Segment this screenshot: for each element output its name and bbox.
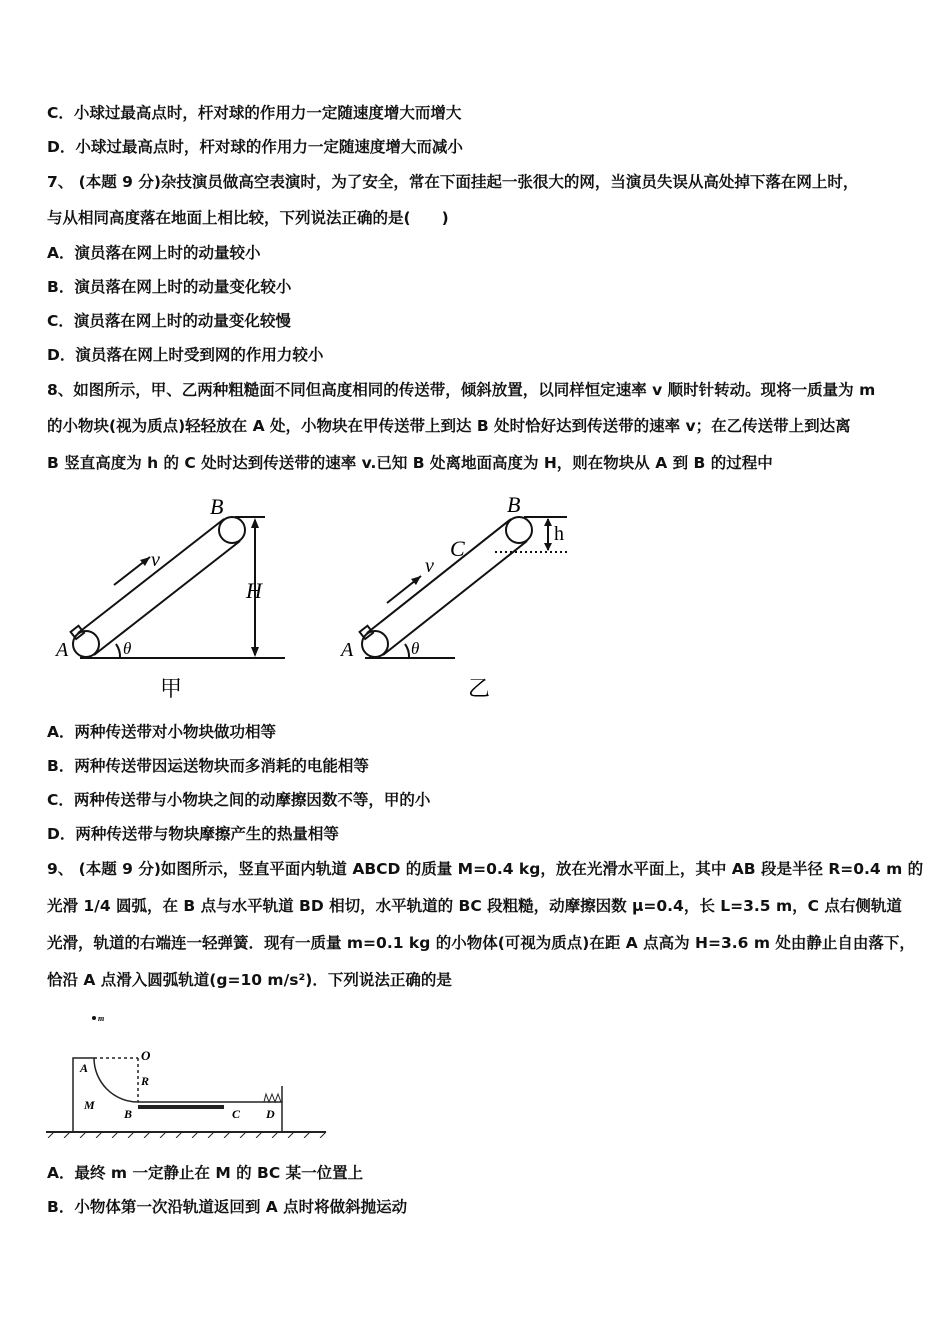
label-C: C (450, 536, 465, 561)
angle-arc (116, 644, 120, 658)
label-B: B (507, 492, 521, 517)
label-H: H (246, 578, 262, 603)
q7-option-a: A．演员落在网上时的动量较小 (47, 244, 261, 262)
label-jia: 甲 (160, 676, 183, 701)
q7-stem-line1: 7、 (本题 9 分)杂技演员做高空表演时，为了安全，常在下面挂起一张很大的网，当演员失误从高处掉下落在网上时， (47, 173, 859, 191)
q7-stem-line2: 与从相同高度落在地面上相比较，下列说法正确的是( ) (47, 209, 449, 227)
q8-figure-jia (50, 490, 290, 705)
q7-option-c: C．演员落在网上时的动量变化较慢 (47, 312, 291, 330)
label-h: h (554, 523, 564, 545)
q9-option-b: B．小物体第一次沿轨道返回到 A 点时将做斜抛运动 (47, 1198, 408, 1216)
label-A: A (80, 1061, 89, 1075)
q8-option-d: D．两种传送带与物块摩擦产生的热量相等 (47, 825, 339, 843)
label-m: m (98, 1014, 105, 1023)
label-theta: θ (123, 639, 132, 658)
q9-option-a: A．最终 m 一定静止在 M 的 BC 某一位置上 (47, 1164, 364, 1182)
label-A: A (56, 639, 69, 661)
q7-option-d: D．演员落在网上时受到网的作用力较小 (47, 346, 324, 364)
q8-stem-line2: 的小物块(视为质点)轻轻放在 A 处，小物块在甲传送带上到达 B 处时恰好达到传送带的速率 v；在乙传送带上到达离 (47, 417, 851, 435)
q7-option-b: B．演员落在网上时的动量变化较小 (47, 278, 292, 296)
label-O: O (141, 1048, 151, 1063)
q8-stem-line1: 8、如图所示，甲、乙两种粗糙面不同但高度相同的传送带，倾斜放置，以同样恒定速率 v 顺时针转动。现将一质量为 m (47, 381, 876, 399)
q6-option-c: C．小球过最高点时，杆对球的作用力一定随速度增大而增大 (47, 104, 462, 122)
q9-stem-line3: 光滑，轨道的右端连一轻弹簧．现有一质量 m=0.1 kg 的小物体(可视为质点)在距 A 点高为 H=3.6 m 处由静止自由落下， (47, 934, 915, 952)
label-v: v (425, 555, 434, 577)
q9-stem-line2: 光滑 1/4 圆弧，在 B 点与水平轨道 BD 相切，水平轨道的 BC 段粗糙，动摩擦因数 μ=0.4，长 L=3.5 m，C 点右侧轨道 (47, 897, 902, 915)
label-yi: 乙 (468, 676, 491, 701)
label-M: M (84, 1098, 95, 1112)
label-v: v (151, 549, 160, 571)
q6-option-d: D．小球过最高点时，杆对球的作用力一定随速度增大而减小 (47, 138, 463, 156)
q8-option-a: A．两种传送带对小物块做功相等 (47, 723, 276, 741)
q8-stem-line3: B 竖直高度为 h 的 C 处时达到传送带的速率 v.已知 B 处离地面高度为 H，则在物块从 A 到 B 的过程中 (47, 454, 773, 472)
q8-option-c: C．两种传送带与小物块之间的动摩擦因数不等，甲的小 (47, 791, 431, 809)
belt-upper (367, 519, 511, 633)
small-object-m (92, 1016, 96, 1020)
q9-stem-line4: 恰沿 A 点滑入圆弧轨道(g=10 m/s²)．下列说法正确的是 (47, 971, 452, 989)
label-B: B (210, 494, 224, 519)
label-C: C (232, 1107, 241, 1121)
label-A: A (341, 639, 354, 661)
q9-figure-track (44, 1008, 334, 1138)
angle-arc (405, 644, 409, 658)
q8-figure-yi (335, 490, 585, 705)
label-theta: θ (411, 639, 420, 658)
track-body (73, 1058, 282, 1132)
spring (264, 1094, 281, 1102)
q8-option-b: B．两种传送带因运送物块而多消耗的电能相等 (47, 757, 369, 775)
q9-stem-line1: 9、 (本题 9 分)如图所示，竖直平面内轨道 ABCD 的质量 M=0.4 kg，放在光滑水平面上，其中 AB 段是半径 R=0.4 m 的 (47, 860, 924, 878)
belt-upper (78, 519, 224, 633)
label-B: B (124, 1107, 133, 1121)
label-R: R (141, 1074, 150, 1088)
belt-lower (94, 541, 240, 655)
label-D: D (266, 1107, 275, 1121)
